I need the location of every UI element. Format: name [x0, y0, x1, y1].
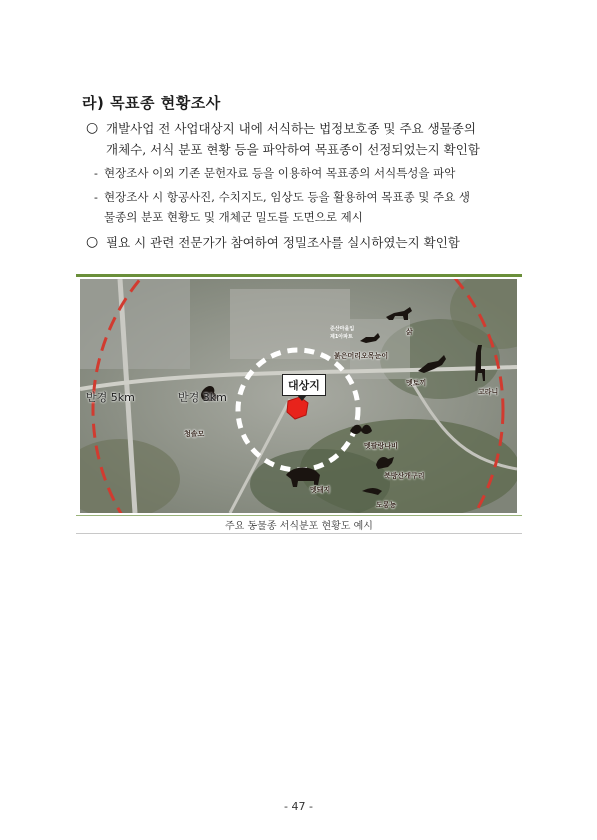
item-text-line1: 현장조사 시 항공사진, 수치지도, 임상도 등을 활용하여 목표종 및 주요 생 [104, 190, 471, 204]
section-title: 라) 목표종 현황조사 [82, 94, 221, 112]
urban-area [80, 279, 190, 369]
caption-top-rule [76, 515, 522, 516]
animal-label-frog: 북방산개구리 [384, 472, 425, 480]
figure-top-rule [76, 274, 522, 277]
figure-caption: 주요 동물종 서식분포 현황도 예시 [225, 521, 373, 532]
circle-bullet: ○ [86, 120, 99, 136]
animal-label-salamander: 도롱뇽 [376, 501, 397, 509]
animal-label-butterfly: 멧팔랑나비 [364, 442, 398, 450]
animal-label-wildcat: 삵 [406, 328, 413, 336]
item-text-line1: 개발사업 전 사업대상지 내에 서식하는 법정보호종 및 주요 생물종의 [106, 121, 476, 136]
page-number: - 47 - [284, 800, 313, 813]
dash-bullet: - [94, 166, 98, 180]
animal-label-boar: 멧돼지 [310, 486, 331, 494]
animal-label-hare: 멧토끼 [406, 379, 427, 387]
caption-bottom-rule [76, 533, 522, 534]
distribution-map [80, 279, 517, 513]
item-text-line1: 필요 시 관련 전문가가 참여하여 정밀조사를 실시하였는지 확인함 [106, 235, 460, 250]
item-text-line2: 물종의 분포 현황도 및 개체군 밀도를 도면으로 제시 [104, 210, 363, 224]
target-label: 대상지 [282, 374, 326, 396]
place-label: 제1아파트 [330, 334, 353, 340]
item-text-line2: 개체수, 서식 분포 현황 등을 파악하여 목표종이 선정되었는지 확인함 [106, 142, 480, 157]
animal-label-deer: 고라니 [478, 388, 499, 396]
item-text-line1: 현장조사 이외 기존 문헌자료 등을 이용하여 목표종의 서식특성을 파악 [104, 166, 456, 180]
place-label: 준산마을입 [330, 326, 355, 332]
animal-label-bird: 붉은머리오목눈이 [334, 352, 389, 360]
radius-3km-label: 반경 3km [178, 391, 227, 404]
radius-5km-label: 반경 5km [86, 391, 135, 404]
circle-bullet: ○ [86, 234, 99, 250]
dash-bullet: - [94, 190, 98, 204]
animal-label-squirrel: 청솔모 [184, 430, 205, 438]
